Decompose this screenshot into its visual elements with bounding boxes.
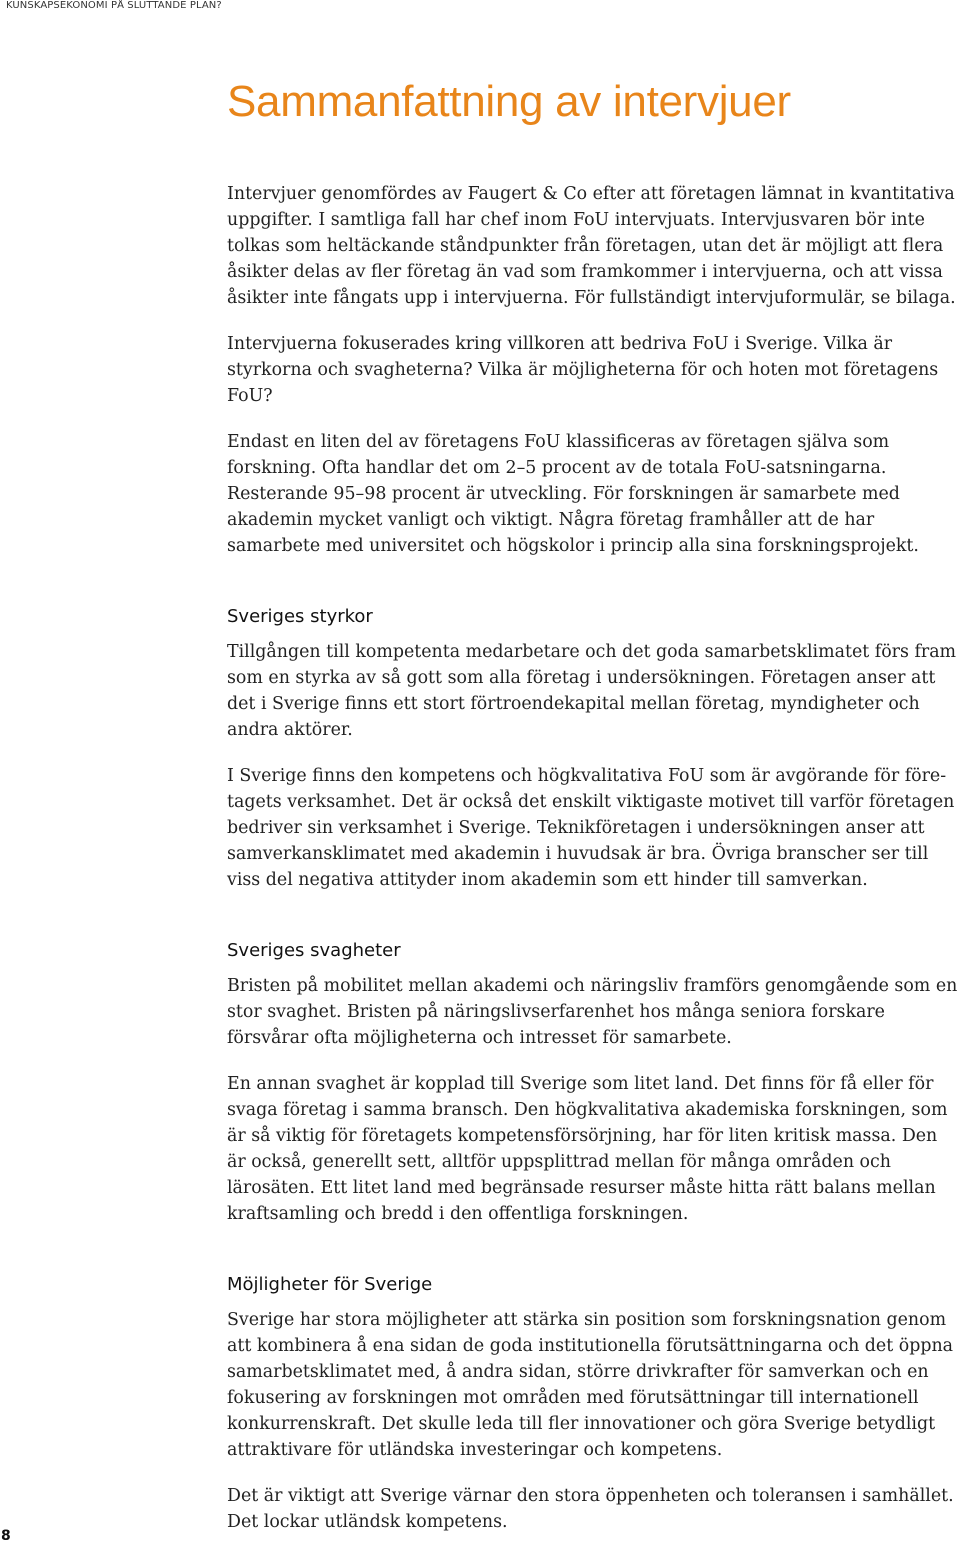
section-paragraph: Det är viktigt att Sverige värnar den stora öppenheten och toleransen i samhället. Det lockar utländsk kompetens. bbox=[227, 1486, 954, 1532]
section-paragraph: En annan svaghet är kopplad till Sverige som litet land. Det finns för få eller för svaga företag i samma bransch. Den högkvalitativa akademiska forskningen, som är så viktig för företagets kompetensförsörjning, har för liten kritisk massa. Den är också, generellt sett, alltför uppsplittrad mellan för många områden och lärosäten. Ett litet land med begränsade resurser måste hitta rätt balans mellan kraftsamling och bredd i den offentliga forskningen. bbox=[227, 1074, 948, 1224]
section-heading: Sveriges styrkor bbox=[227, 606, 373, 627]
section-weaknesses bbox=[227, 938, 959, 1227]
page-number: 8 bbox=[1, 1528, 11, 1544]
intro-paragraph: Endast en liten del av företagens FoU klassificeras av företagen själva som forskning. Ofta handlar det om 2–5 procent av de totala FoU-satsningarna. Resterande 95–98 procent är utveckling. För forskningen är samarbete med akademin mycket vanligt och viktigt. Några företag framhåller att de har samarbete med universitet och högskolor i princip alla sina forskningsprojekt. bbox=[227, 432, 919, 556]
intro-paragraph: Intervjuerna fokuserades kring villkoren att bedriva FoU i Sverige. Vilka är styrkorna och svagheterna? Vilka är möjligheterna för och hoten mot företagens FoU? bbox=[227, 334, 939, 406]
section-opportunities bbox=[227, 1272, 959, 1535]
section-paragraph: Tillgången till kompetenta medarbetare och det goda samarbetsklimatet förs fram som en styrka av så gott som alla företag i undersökningen. Företagen anser att det i Sverige finns ett stort förtroendekapital mellan företag, myndigheter och andra aktörer. bbox=[227, 642, 957, 740]
article-body bbox=[227, 181, 959, 1555]
section-heading: Sveriges svagheter bbox=[227, 940, 401, 961]
section-strengths bbox=[227, 604, 959, 893]
running-head: KUNSKAPSEKONOMI PÅ SLUTTANDE PLAN? bbox=[6, 0, 222, 11]
section-paragraph: Bristen på mobilitet mellan akademi och näringsliv framförs genomgående som en stor svaghet. Bristen på näringslivserfarenhet hos många seniora forskare försvårar ofta möjligheterna och intresset för samarbete. bbox=[227, 976, 958, 1048]
section-heading: Möjligheter för Sverige bbox=[227, 1274, 433, 1295]
page-title: Sammanfattning av intervjuer bbox=[227, 77, 791, 126]
section-paragraph: Sverige har stora möjligheter att stärka sin position som forskningsnation genom att kombinera å ena sidan de goda institutionella förutsättningarna och det öppna samarbetsklimatet med, å andra sidan, större drivkrafter för samverkan och en fokusering av forskningen mot områden med förutsättningar till internationell konkurrenskraft. Det skulle leda till fler innovationer och göra Sverige betydligt attraktivare för utländska investeringar och kompetens. bbox=[227, 1310, 954, 1460]
section-paragraph: I Sverige finns den kompetens och högkvalitativa FoU som är avgörande för företagets verksamhet. Det är också det enskilt viktigaste motivet till varför företagen bedriver sin verksamhet i Sverige. Teknikföretagen i undersökningen anser att samverkansklimatet med akademin i huvudsak är bra. Övriga branscher ser till viss del negativa attityder inom akademin som ett hinder till samverkan. bbox=[227, 766, 955, 890]
intro-paragraph: Intervjuer genomfördes av Faugert & Co efter att företagen lämnat in kvantitativa uppgifter. I samtliga fall har chef inom FoU intervjuats. Intervjusvaren bör inte tolkas som heltäckande ståndpunkter från företagen, utan det är möjligt att flera åsikter delas av fler företag än vad som framkommer i intervjuerna, och att vissa åsikter inte fångats upp i intervjuerna. För fullständigt intervjuformulär, se bilaga. bbox=[227, 184, 956, 308]
